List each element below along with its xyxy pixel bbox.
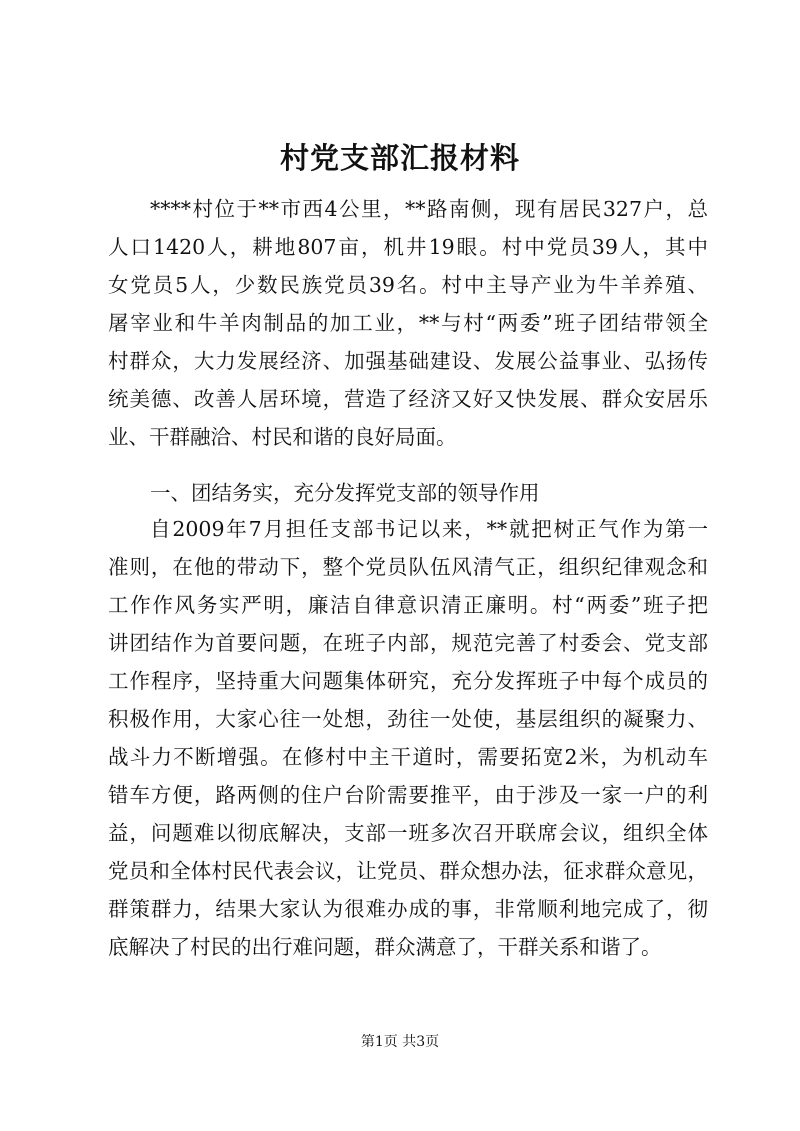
paragraph-line: 准则，在他的带动下，整个党员队伍风清气正，组织纪律观念和 (108, 555, 708, 579)
paragraph-line: 讲团结作为首要问题，在班子内部，规范完善了村委会、党支部 (108, 631, 708, 655)
paragraph-line: 益，问题难以彻底解决，支部一班多次召开联席会议，组织全体 (108, 821, 708, 845)
paragraph-line: 工作作风务实严明，廉洁自律意识清正廉明。村“两委”班子把 (108, 593, 708, 617)
section-heading: 一、团结务实，充分发挥党支部的领导作用 (150, 481, 540, 505)
document-title: 村党支部汇报材料 (279, 141, 520, 175)
paragraph-line: ****村位于**市西4公里，**路南侧，现有居民327户，总 (150, 197, 708, 221)
paragraph-line: 统美德、改善人居环境，营造了经济又好又快发展、群众安居乐 (108, 387, 708, 411)
paragraph-line: 战斗力不断增强。在修村中主干道时，需要拓宽2米，为机动车 (108, 745, 708, 769)
paragraph-line: 积极作用，大家心往一处想，劲往一处使，基层组织的凝聚力、 (108, 707, 708, 731)
paragraph-line: 群策群力，结果大家认为很难办成的事，非常顺利地完成了，彻 (108, 897, 708, 921)
paragraph-line: 业、干群融洽、村民和谐的良好局面。 (108, 425, 457, 449)
paragraph-line: 党员和全体村民代表会议，让党员、群众想办法，征求群众意见， (108, 859, 708, 883)
paragraph-line: 村群众，大力发展经济、加强基础建设、发展公益事业、弘扬传 (108, 349, 708, 373)
paragraph-line: 底解决了村民的出行难问题，群众满意了，干群关系和谐了。 (108, 935, 662, 959)
paragraph-line: 屠宰业和牛羊肉制品的加工业，**与村“两委”班子团结带领全 (108, 311, 708, 335)
paragraph-line: 错车方便，路两侧的住户台阶需要推平，由于涉及一家一户的利 (108, 783, 708, 807)
paragraph-line: 女党员5人，少数民族党员39名。村中主导产业为牛羊养殖、 (108, 273, 708, 297)
paragraph-line: 自2009年7月担任支部书记以来，**就把树正气作为第一 (150, 517, 708, 541)
paragraph-line: 人口1420人，耕地807亩，机井19眼。村中党员39人，其中 (108, 235, 708, 259)
page-number: 第1页 共3页 (360, 1034, 440, 1050)
paragraph-line: 工作程序，坚持重大问题集体研究，充分发挥班子中每个成员的 (108, 669, 708, 693)
